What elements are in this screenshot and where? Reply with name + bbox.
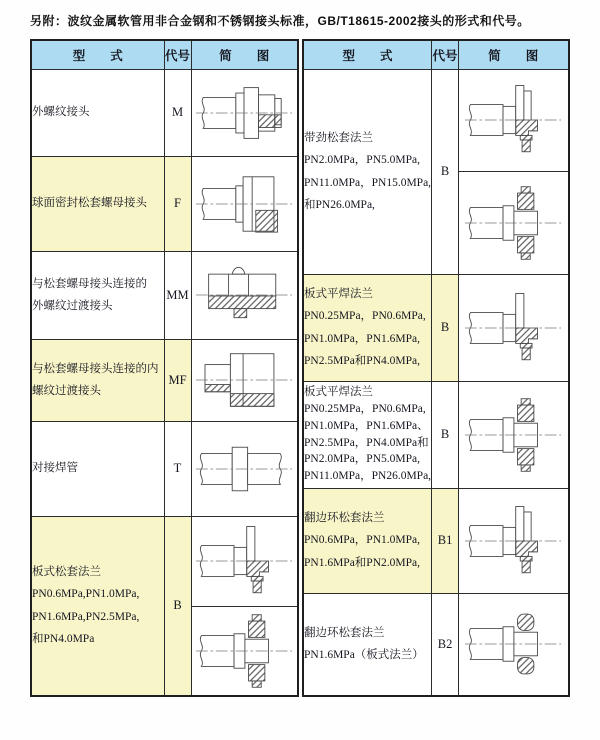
type-line: PN1.6MPa（板式法兰） <box>304 649 424 662</box>
neck-loose-flange-a-icon <box>463 111 563 128</box>
type-line: 外螺纹接头 <box>32 106 90 119</box>
diagram-cell <box>459 171 569 274</box>
diagram-cell <box>191 339 298 421</box>
code-cell: MF <box>164 339 191 421</box>
neck-loose-flange-b-icon <box>463 213 563 230</box>
table-row <box>31 69 298 156</box>
type-line: 和PN4.0MPa <box>32 633 95 646</box>
type-line: PN0.6MPa，PN1.0MPa, <box>304 534 420 547</box>
type-cell <box>303 69 432 274</box>
plate-weld-flange-a-icon <box>463 318 563 335</box>
type-cell <box>31 69 164 156</box>
type-line: 外螺纹过渡接头 <box>32 300 113 312</box>
type-line: 翻边环松套法兰 <box>304 511 385 524</box>
table-row <box>303 274 569 381</box>
left-table <box>30 39 299 697</box>
type-line: PN2.5MPa和PN4.0MPa, <box>304 354 420 367</box>
type-cell <box>303 381 432 488</box>
diagram-cell <box>459 381 569 488</box>
diagram-cell <box>459 69 569 171</box>
fitting-code-table <box>30 39 299 697</box>
diagram-cell <box>459 593 569 696</box>
type-cell <box>31 251 164 339</box>
header-cell-diagram: 简 图 <box>459 40 569 69</box>
type-line: PN1.6MPa,PN2.5MPa, <box>32 610 140 623</box>
type-line: PN2.0MPa，PN5.0MPa, <box>304 154 420 167</box>
table-row <box>303 488 569 593</box>
header-cell-diagram: 简 图 <box>191 40 298 69</box>
header-cell-type: 型 式 <box>31 40 164 69</box>
type-cell <box>303 593 432 696</box>
table-row <box>303 381 569 488</box>
code-cell: T <box>164 421 191 516</box>
male-male-adapter-icon <box>194 286 294 303</box>
male-thread-fitting-icon <box>194 103 294 120</box>
plate-loose-flange-a-icon <box>194 552 294 569</box>
male-female-adapter-icon <box>194 371 294 388</box>
diagram-cell <box>459 274 569 381</box>
table-row <box>303 593 569 696</box>
right-table <box>302 39 570 697</box>
code-cell: B2 <box>432 593 459 696</box>
code-cell: B <box>432 274 459 381</box>
table-row <box>31 251 298 339</box>
spherical-seal-nut-fitting-icon <box>194 194 294 211</box>
table-row <box>31 339 298 421</box>
type-line: PN1.6MPa和PN2.0MPa, <box>304 556 420 569</box>
type-cell <box>303 274 432 381</box>
type-line: 板式松套法兰 <box>32 565 101 578</box>
type-line: 翻边环松套法兰 <box>304 626 385 639</box>
diagram-cell <box>191 516 298 606</box>
type-cell <box>31 421 164 516</box>
type-cell <box>303 488 432 593</box>
code-cell: F <box>164 156 191 251</box>
type-line: 与松套螺母接头连接的 <box>32 277 147 290</box>
diagram-cell <box>191 69 298 156</box>
type-line: PN11.0MPa，PN15.0MPa, <box>304 176 432 189</box>
code-cell: MM <box>164 251 191 339</box>
code-cell: B1 <box>432 488 459 593</box>
type-line: PN2.5MPa，PN4.0MPa和 <box>304 436 429 449</box>
header-row <box>31 40 298 69</box>
plate-loose-flange-b-icon <box>194 641 294 658</box>
type-line: 带劲松套法兰 <box>304 131 373 144</box>
table-row <box>303 69 569 171</box>
table-row <box>31 421 298 516</box>
page-title: 另附：波纹金属软管用非合金钢和不锈钢接头标准，GB/T18615-2002接头的形式和代号。 <box>30 14 530 28</box>
type-line: 球面密封松套螺母接头 <box>32 197 147 210</box>
type-line: PN11.0MPa，PN26.0MPa, <box>304 470 432 483</box>
type-line: 与松套螺母接头连接的内 <box>32 362 159 375</box>
type-line: 螺纹过渡接头 <box>32 385 101 397</box>
type-line: 板式平焊法兰 <box>304 386 373 399</box>
type-line: 和PN26.0MPa, <box>304 198 375 211</box>
header-cell-code: 代号 <box>432 40 459 69</box>
type-line: PN2.0MPa，PN5.0MPa, <box>304 453 420 466</box>
type-line: PN1.0MPa，PN1.6MPa, <box>304 332 420 345</box>
type-line: PN0.6MPa,PN1.0MPa, <box>32 588 140 601</box>
code-cell: M <box>164 69 191 156</box>
diagram-cell <box>191 251 298 339</box>
type-line: 板式平焊法兰 <box>304 287 373 300</box>
type-line: PN1.0MPa，PN1.6MPa、 <box>304 419 429 432</box>
code-cell: B <box>432 381 459 488</box>
code-cell: B <box>164 516 191 696</box>
lap-ring-loose-flange-b2-icon <box>463 635 563 652</box>
table-row <box>31 156 298 251</box>
code-cell: B <box>432 69 459 274</box>
type-cell <box>31 156 164 251</box>
type-line: PN0.25MPa，PN0.6MPa, <box>304 402 426 415</box>
plate-weld-flange-b-icon <box>463 425 563 442</box>
header-row <box>303 40 569 69</box>
type-line: PN0.25MPa，PN0.6MPa, <box>304 310 426 323</box>
diagram-cell <box>191 606 298 696</box>
connector-code-tables <box>30 39 570 697</box>
type-cell <box>31 516 164 696</box>
diagram-cell <box>191 156 298 251</box>
table-row <box>31 516 298 606</box>
header-cell-type: 型 式 <box>303 40 432 69</box>
type-line: 对接焊管 <box>32 462 78 475</box>
diagram-cell <box>191 421 298 516</box>
diagram-cell <box>459 488 569 593</box>
type-cell <box>31 339 164 421</box>
fitting-code-table <box>302 39 570 697</box>
lap-ring-loose-flange-b1-icon <box>463 531 563 548</box>
butt-weld-pipe-icon <box>194 459 294 476</box>
header-cell-code: 代号 <box>164 40 191 69</box>
